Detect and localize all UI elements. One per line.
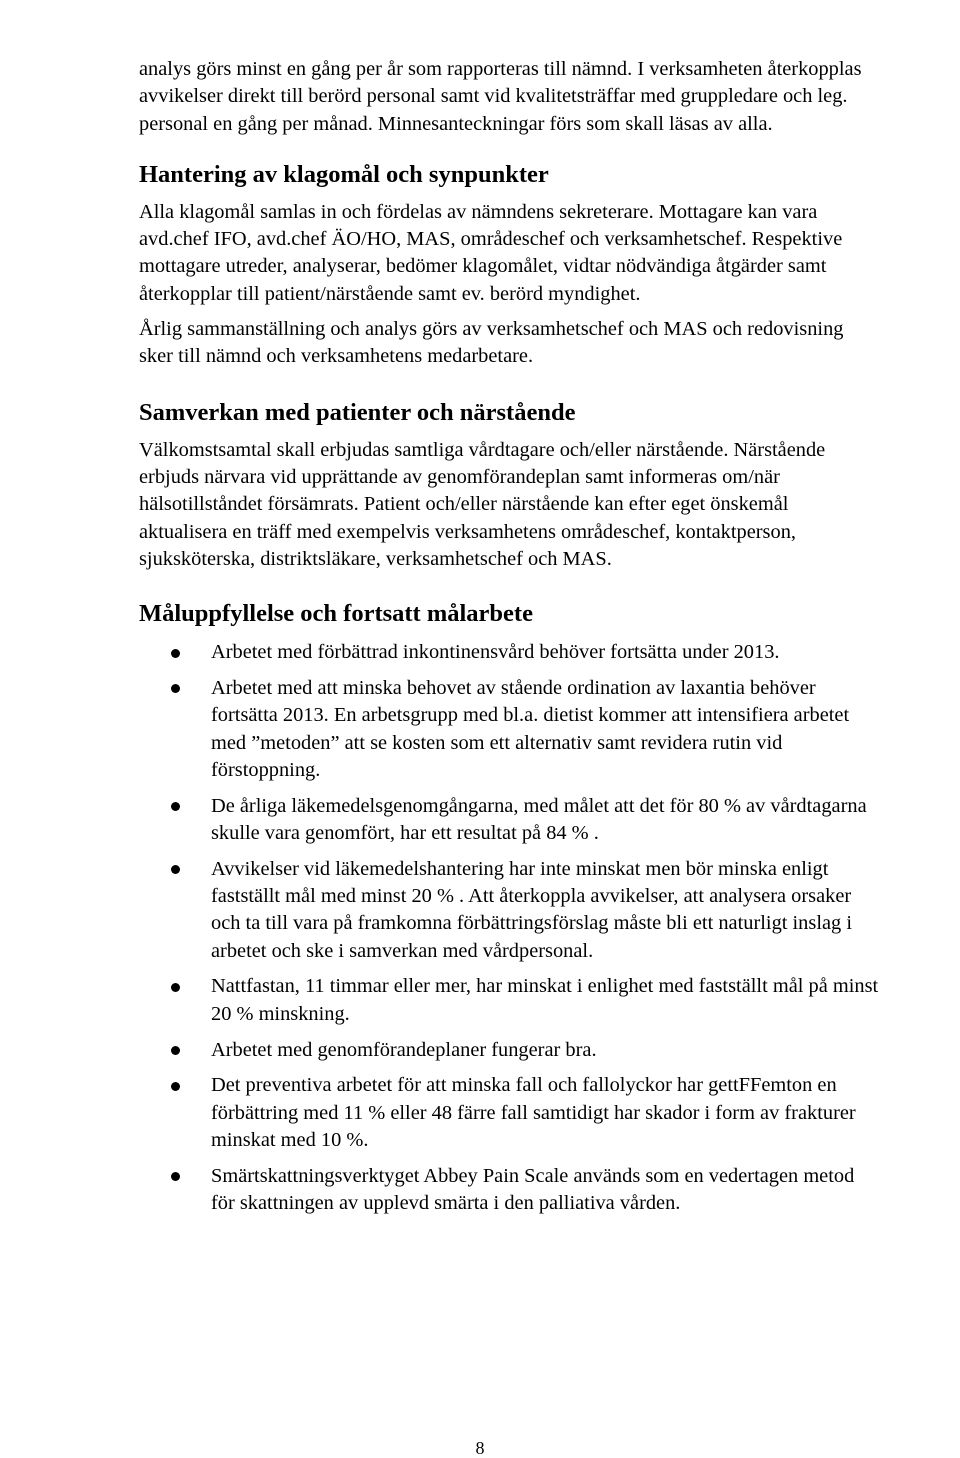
list-item-text: Arbetet med förbättrad inkontinensvård behöver fortsätta under 2013.: [211, 641, 780, 664]
list-item: [139, 675, 879, 784]
list-item: [139, 793, 879, 848]
bullet-icon: [171, 649, 180, 658]
bullet-icon: [171, 1082, 180, 1091]
bullet-icon: [171, 802, 180, 811]
maluppfyllelse-list: [139, 639, 879, 1217]
list-item-text: Arbetet med att minska behovet av stående ordination av laxantia behöver fortsätta 2013. En arbetsgrupp med bl.a. dietist kommer att intensifiera arbetet med ”metoden” att se kosten som ett alternativ samt revidera rutin vid förstoppning.: [211, 676, 850, 781]
intro-paragraph: analys görs minst en gång per år som rapporteras till nämnd. I verksamheten återkopplas avvikelser direkt till berörd personal samt vid kvalitetsträffar med gruppledare och leg. personal en gång per månad. Minnesanteckningar förs som skall läsas av alla.: [139, 58, 862, 135]
samverkan-paragraph: Välkomstsamtal skall erbjudas samtliga vårdtagare och/eller närstående. Närstående erbjuds närvara vid upprättande av genomförandeplan samt informeras om/när hälsotillståndet försämrats. Patient och/eller närstående kan efter eget önskemål aktualisera en träff med exempelvis verksamhetens områdeschef, kontaktperson, sjuksköterska, distriktsläkare, verksamhetschef och MAS.: [139, 438, 826, 570]
list-item-text: Arbetet med genomförandeplaner fungerar bra.: [211, 1038, 597, 1061]
list-item-text: Det preventiva arbetet för att minska fall och fallolyckor har gettFFemton en förbättring med 11 % eller 48 färre fall samtidigt har skador i form av frakturer minskat med 10 %.: [211, 1074, 856, 1151]
document-page: [139, 56, 879, 1226]
klagomal-paragraph-2: Årlig sammanställning och analys görs av verksamhetschef och MAS och redovisning sker till nämnd och verksamhetens medarbetare.: [139, 318, 844, 368]
klagomal-paragraph-1: Alla klagomål samlas in och fördelas av nämndens sekreterare. Mottagare kan vara avd.chef IFO, avd.chef ÄO/HO, MAS, områdeschef och verksamhetschef. Respektive mottagare utreder, analyserar, bedömer klagomålet, vidtar nödvändiga åtgärder samt återkopplar till patient/närstående samt ev. berörd myndighet.: [139, 200, 843, 305]
bullet-icon: [171, 684, 180, 693]
list-item: [139, 639, 879, 666]
list-item-text: Nattfastan, 11 timmar eller mer, har minskat i enlighet med fastställt mål på minst 20 % minskning.: [211, 975, 879, 1025]
list-item-text: Smärtskattningsverktyget Abbey Pain Scale används som en vedertagen metod för skattningen av upplevd smärta i den palliativa vården.: [211, 1164, 855, 1214]
list-item: [139, 1072, 879, 1154]
list-item: [139, 1163, 879, 1218]
klagomal-heading: Hantering av klagomål och synpunkter: [139, 160, 549, 188]
bullet-icon: [171, 983, 180, 992]
bullet-icon: [171, 1046, 180, 1055]
list-item-text: De årliga läkemedelsgenomgångarna, med målet att det för 80 % av vårdtagarna skulle vara genomfört, har ett resultat på 84 % .: [211, 794, 867, 844]
maluppfyllelse-heading: Måluppfyllelse och fortsatt målarbete: [139, 600, 533, 628]
list-item-text: Avvikelser vid läkemedelshantering har inte minskat men bör minska enligt fastställt mål med minst 20 % . Att återkoppla avvikelser, att analysera orsaker och ta till vara på framkomna förbättringsförslag måste bli ett naturligt inslag i arbetet och ske i samverkan med vårdpersonal.: [211, 857, 852, 962]
list-item: [139, 856, 879, 965]
page-number: 8: [475, 1438, 485, 1458]
list-item: [139, 1037, 879, 1064]
list-item: [139, 973, 879, 1028]
bullet-icon: [171, 865, 180, 874]
bullet-icon: [171, 1172, 180, 1181]
samverkan-heading: Samverkan med patienter och närstående: [139, 398, 576, 426]
